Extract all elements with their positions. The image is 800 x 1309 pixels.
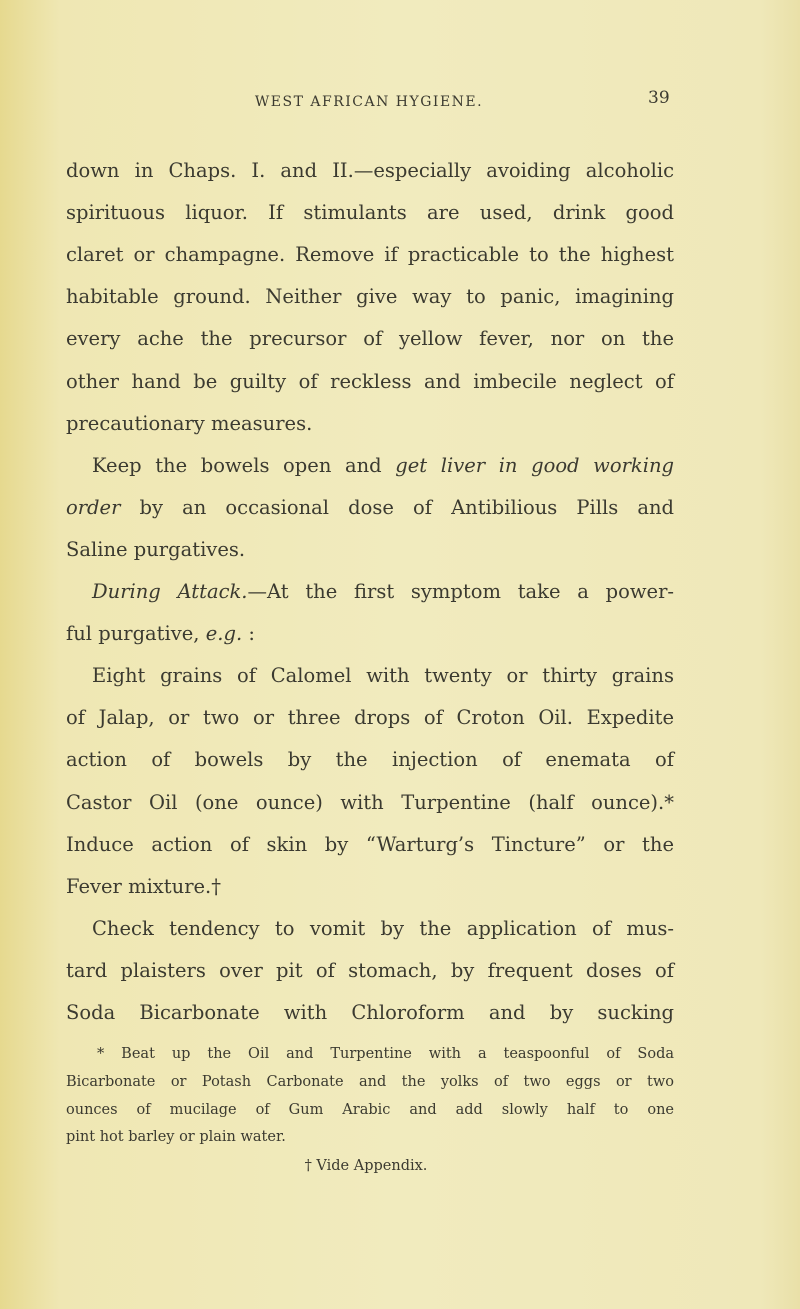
text-segment: by an occasional dose of Antibilious Pills and <box>120 495 674 519</box>
body-line <box>66 283 674 311</box>
body-line <box>66 368 674 396</box>
text-segment: spirituous liquor. If stimulants are used, drink good <box>66 201 674 225</box>
body-line <box>92 578 674 606</box>
footnote-line: * Beat up the Oil and Turpentine with a teaspoonful of Soda <box>97 1046 674 1062</box>
text-segment: claret or champagne. Remove if practicable to the highest <box>66 243 674 267</box>
body-line <box>66 620 674 648</box>
italic-text: get liver in good working <box>395 453 674 477</box>
body-line <box>66 325 674 353</box>
body-line <box>66 999 674 1027</box>
body-line <box>66 746 674 774</box>
page-number: 39 <box>648 88 670 108</box>
text-segment: Fever mixture.† <box>66 874 222 898</box>
body-line <box>66 199 674 227</box>
body-line <box>66 957 674 985</box>
body-line <box>66 241 674 269</box>
italic-text: e.g. <box>205 622 243 646</box>
footnote-line: ounces of mucilage of Gum Arabic and add slowly half to one <box>66 1102 674 1118</box>
footnote-line: Bicarbonate or Potash Carbonate and the yolks of two eggs or two <box>66 1074 674 1090</box>
text-segment: Castor Oil (one ounce) with Turpentine (half ounce).* <box>66 790 674 814</box>
text-segment: habitable ground. Neither give way to panic, imagining <box>66 285 674 309</box>
text-segment: Soda Bicarbonate with Chloroform and by sucking <box>66 1001 674 1024</box>
footnote-vide-appendix: † Vide Appendix. <box>304 1158 428 1174</box>
text-segment: of Jalap, or two or three drops of Croton Oil. Expedite <box>66 706 674 730</box>
text-segment: Keep the bowels open and <box>92 453 396 477</box>
text-segment: —At the first symptom take a power- <box>247 580 675 603</box>
body-line <box>66 157 674 185</box>
text-segment: action of bowels by the injection of enemata of <box>66 748 674 772</box>
body-line <box>66 704 674 732</box>
text-segment: Check tendency to vomit by the application of mus- <box>92 916 674 940</box>
body-line <box>92 662 674 690</box>
text-segment: Eight grains of Calomel with twenty or thirty grains <box>92 664 674 688</box>
text-segment: every ache the precursor of yellow fever, nor on the <box>66 327 674 351</box>
italic-text: During Attack. <box>92 580 248 603</box>
body-line <box>66 873 674 901</box>
text-segment: other hand be guilty of reckless and imbecile neglect of <box>66 369 674 393</box>
body-line <box>92 452 674 480</box>
running-header: WEST AFRICAN HYGIENE. <box>254 94 484 110</box>
body-line <box>92 915 674 943</box>
body-line <box>66 494 674 522</box>
text-segment: : <box>242 622 255 646</box>
text-segment: Induce action of skin by “Warturg’s Tincture” or the <box>66 832 674 856</box>
footnote-line: pint hot barley or plain water. <box>66 1129 286 1145</box>
text-segment: precautionary measures. <box>66 411 313 435</box>
text-segment: down in Chaps. I. and II.—especially avoiding alcoholic <box>66 159 674 182</box>
body-line <box>66 536 674 564</box>
body-line <box>66 831 674 859</box>
text-segment: ful purgative, <box>66 622 206 646</box>
body-line <box>66 410 674 438</box>
body-line <box>66 789 674 817</box>
text-segment: Saline purgatives. <box>66 537 246 561</box>
text-segment: tard plaisters over pit of stomach, by frequent doses of <box>66 958 674 982</box>
italic-text: order <box>66 495 121 519</box>
